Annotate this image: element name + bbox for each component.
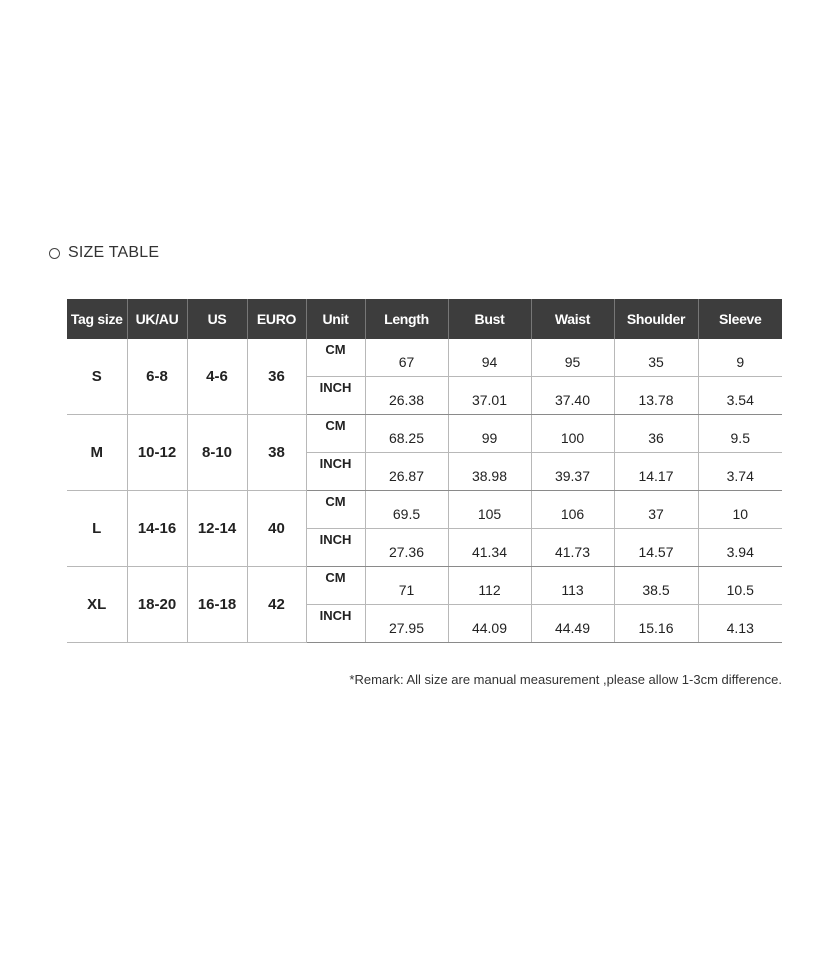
table-row: [67, 491, 782, 529]
bust-cell: 37.01: [448, 377, 531, 415]
us-cell: 12-14: [187, 491, 247, 567]
header-waist: Waist: [531, 299, 614, 339]
sleeve-cell: 10.5: [698, 567, 782, 605]
tag-size-cell: XL: [67, 567, 127, 643]
header-row: [67, 299, 782, 339]
sleeve-cell: 9: [698, 339, 782, 377]
unit-cell: CM: [306, 415, 365, 453]
shoulder-cell: 38.5: [614, 567, 698, 605]
shoulder-cell: 13.78: [614, 377, 698, 415]
us-cell: 4-6: [187, 339, 247, 415]
euro-cell: 36: [247, 339, 306, 415]
waist-cell: 37.40: [531, 377, 614, 415]
tag-size-cell: L: [67, 491, 127, 567]
sleeve-cell: 10: [698, 491, 782, 529]
unit-cell: INCH: [306, 377, 365, 415]
header-shoulder: Shoulder: [614, 299, 698, 339]
sleeve-cell: 9.5: [698, 415, 782, 453]
us-cell: 16-18: [187, 567, 247, 643]
unit-cell: INCH: [306, 605, 365, 643]
shoulder-cell: 36: [614, 415, 698, 453]
sleeve-cell: 3.74: [698, 453, 782, 491]
header-bust: Bust: [448, 299, 531, 339]
length-cell: 26.87: [365, 453, 448, 491]
uk-au-cell: 10-12: [127, 415, 187, 491]
bust-cell: 112: [448, 567, 531, 605]
sleeve-cell: 3.94: [698, 529, 782, 567]
header-length: Length: [365, 299, 448, 339]
waist-cell: 113: [531, 567, 614, 605]
bust-cell: 105: [448, 491, 531, 529]
unit-cell: CM: [306, 339, 365, 377]
unit-cell: CM: [306, 567, 365, 605]
waist-cell: 95: [531, 339, 614, 377]
length-cell: 68.25: [365, 415, 448, 453]
shoulder-cell: 14.57: [614, 529, 698, 567]
header-euro: EURO: [247, 299, 306, 339]
euro-cell: 42: [247, 567, 306, 643]
bust-cell: 38.98: [448, 453, 531, 491]
euro-cell: 40: [247, 491, 306, 567]
length-cell: 69.5: [365, 491, 448, 529]
size-table: [67, 299, 782, 643]
remark-note: *Remark: All size are manual measurement ,please allow 1-3cm difference.: [349, 672, 782, 687]
header-sleeve: Sleeve: [698, 299, 782, 339]
waist-cell: 100: [531, 415, 614, 453]
bust-cell: 94: [448, 339, 531, 377]
sleeve-cell: 3.54: [698, 377, 782, 415]
waist-cell: 41.73: [531, 529, 614, 567]
tag-size-cell: S: [67, 339, 127, 415]
us-cell: 8-10: [187, 415, 247, 491]
unit-cell: CM: [306, 491, 365, 529]
bust-cell: 44.09: [448, 605, 531, 643]
section-title: [49, 244, 159, 262]
length-cell: 27.95: [365, 605, 448, 643]
euro-cell: 38: [247, 415, 306, 491]
sleeve-cell: 4.13: [698, 605, 782, 643]
bust-cell: 99: [448, 415, 531, 453]
section-title-label: SIZE TABLE: [68, 244, 160, 261]
waist-cell: 106: [531, 491, 614, 529]
bust-cell: 41.34: [448, 529, 531, 567]
waist-cell: 44.49: [531, 605, 614, 643]
length-cell: 71: [365, 567, 448, 605]
header-uk-au: UK/AU: [127, 299, 187, 339]
table-row: [67, 339, 782, 377]
tag-size-cell: M: [67, 415, 127, 491]
shoulder-cell: 37: [614, 491, 698, 529]
shoulder-cell: 14.17: [614, 453, 698, 491]
circle-outline-icon: [49, 248, 60, 259]
unit-cell: INCH: [306, 529, 365, 567]
uk-au-cell: 14-16: [127, 491, 187, 567]
uk-au-cell: 18-20: [127, 567, 187, 643]
table-row: [67, 415, 782, 453]
length-cell: 67: [365, 339, 448, 377]
shoulder-cell: 15.16: [614, 605, 698, 643]
header-tag-size: Tag size: [67, 299, 127, 339]
waist-cell: 39.37: [531, 453, 614, 491]
uk-au-cell: 6-8: [127, 339, 187, 415]
table-row: [67, 567, 782, 605]
header-us: US: [187, 299, 247, 339]
shoulder-cell: 35: [614, 339, 698, 377]
length-cell: 27.36: [365, 529, 448, 567]
length-cell: 26.38: [365, 377, 448, 415]
header-unit: Unit: [306, 299, 365, 339]
unit-cell: INCH: [306, 453, 365, 491]
